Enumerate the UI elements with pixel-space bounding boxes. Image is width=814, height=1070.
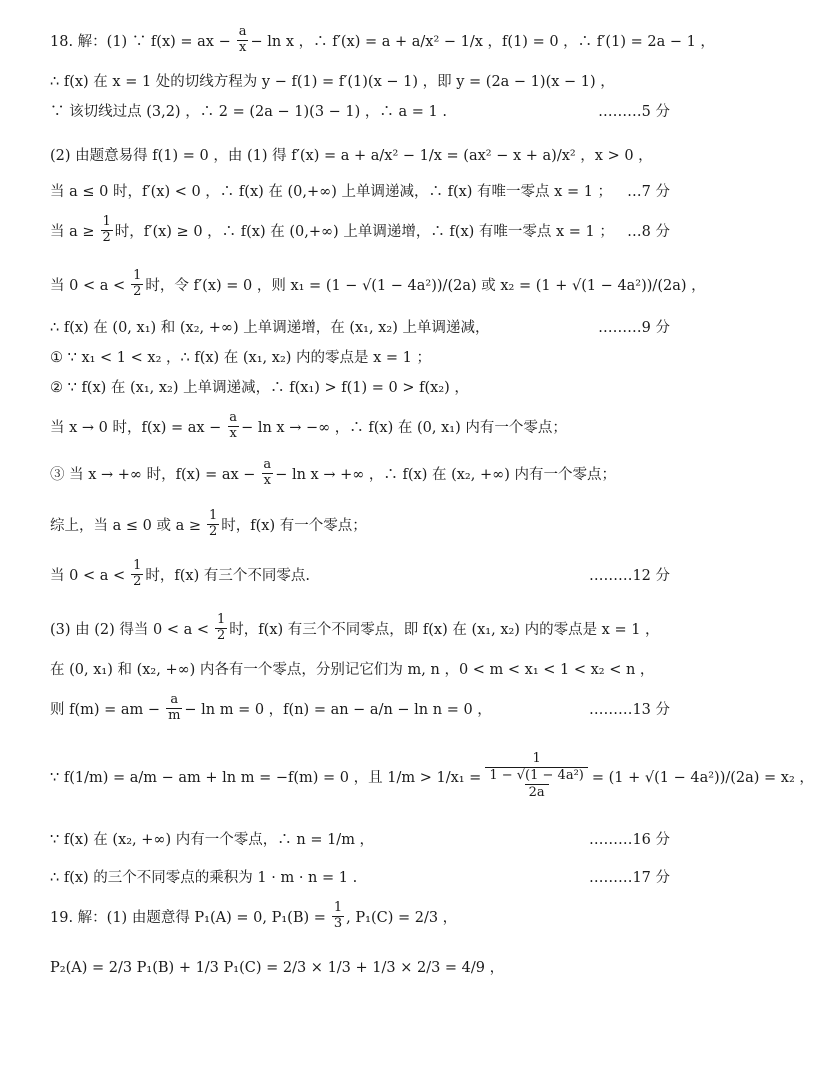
line-text-post: 时，f(x) 有三个不同零点，即 f(x) 在 (x₁, x₂) 内的零点是 x = 1 ，	[229, 621, 660, 638]
line-text-pre: 当 0 < a <	[50, 567, 126, 584]
line-text-pre: (3) 由 (2) 得当 0 < a <	[50, 621, 210, 638]
fraction	[332, 901, 344, 932]
fraction-denominator: 2	[208, 523, 218, 539]
solution-line-21	[50, 898, 670, 934]
solution-line-7	[50, 266, 706, 302]
solution-line-2: ∴ f(x) 在 x = 1 处的切线方程为 y − f(1) = f′(1)(x − 1) ，即 y = (2a − 1)(x − 1) ，	[50, 73, 615, 90]
fraction	[101, 215, 113, 246]
solution-line-9: ① ∵ x₁ < 1 < x₂ ，∴ f(x) 在 (x₁, x₂) 内的零点是 x = 1 ；	[50, 349, 432, 366]
line-text-post: 时，f(x) 有三个不同零点.	[145, 567, 310, 584]
fraction-numerator: 1	[217, 611, 226, 627]
score-mark: ………17 分	[588, 869, 670, 886]
fraction	[166, 693, 182, 724]
fraction-numerator: a	[263, 456, 272, 472]
fraction-numerator: 1	[532, 750, 541, 766]
solution-line-1	[50, 22, 715, 58]
fraction-numerator: 1	[133, 267, 142, 283]
score-mark: …8 分	[627, 223, 670, 240]
fraction	[227, 411, 239, 442]
solution-line-18	[50, 744, 814, 808]
line-text-pre: 当 a ≥	[50, 223, 95, 240]
fraction	[261, 458, 273, 489]
line-text-post: 时，f′(x) ≥ 0 ，∴ f(x) 在 (0,+∞) 上单调递增，∴ f(x) 有唯一零点 x = 1 ；	[114, 223, 614, 240]
fraction-numerator: a	[238, 23, 247, 39]
solution-line-10: ② ∵ f(x) 在 (x₁, x₂) 上单调递减，∴ f(x₁) > f(1) = 0 > f(x₂) ，	[50, 379, 469, 396]
fraction-numerator: 1	[133, 557, 142, 573]
fraction-denominator-top: 1 − √(1 − 4a²)	[485, 767, 588, 784]
line-text-pre: 当 0 < a <	[50, 277, 126, 294]
line-text-pre: 18. 解：(1) ∵ f(x) = ax −	[50, 33, 231, 50]
solution-line-17	[50, 690, 670, 726]
solution-line-8: ∴ f(x) 在 (0, x₁) 和 (x₂, +∞) 上单调递增，在 (x₁, x₂) 上单调递减， ………9 分	[50, 308, 670, 344]
solution-line-4: (2) 由题意易得 f(1) = 0 ，由 (1) 得 f′(x) = a + a/x² − 1/x = (ax² − x + a)/x² ，x > 0 ，	[50, 147, 653, 164]
solution-line-16: 在 (0, x₁) 和 (x₂, +∞) 内各有一个零点，分别记它们为 m, n ，0 < m < x₁ < 1 < x₂ < n ，	[50, 661, 655, 678]
fraction	[131, 559, 143, 590]
score-mark: ………16 分	[588, 831, 670, 848]
line-text-post: = (1 + √(1 − 4a²))/(2a) = x₂ ，	[591, 769, 814, 786]
score-mark: ………13 分	[588, 701, 670, 718]
line-text-pre: ∵ f(1/m) = a/m − am + ln m = −f(m) = 0 ，且 1/m > 1/x₁ =	[50, 769, 482, 786]
fraction	[237, 25, 249, 56]
score-mark: ………9 分	[598, 319, 670, 336]
solution-line-15	[50, 610, 670, 646]
fraction-numerator: 1	[333, 899, 343, 915]
fraction-denominator: 2	[133, 283, 142, 299]
line-text-post: , P₁(C) = 2/3 ，	[346, 909, 458, 926]
fraction	[207, 509, 219, 540]
score-mark: ………5 分	[598, 103, 670, 120]
fraction-denominator: m	[168, 707, 181, 723]
solution-line-22: P₂(A) = 2/3 P₁(B) + 1/3 P₁(C) = 2/3 × 1/3 + 1/3 × 2/3 = 4/9 ，	[50, 959, 505, 976]
line-text-pre: 综上，当 a ≤ 0 或 a ≥	[50, 517, 201, 534]
line-text-pre: 则 f(m) = am −	[50, 701, 161, 718]
fraction-denominator: 2	[217, 627, 226, 643]
fraction-numerator: 1	[208, 507, 218, 523]
score-mark: …7 分	[627, 183, 670, 200]
fraction-numerator: a	[229, 409, 238, 425]
solution-line-12	[50, 455, 670, 491]
solution-line-6	[50, 212, 670, 248]
solution-line-11	[50, 408, 670, 444]
line-text-post: − ln x → +∞ ，∴ f(x) 在 (x₂, +∞) 内有一个零点；	[275, 466, 616, 483]
fraction	[131, 269, 143, 300]
solution-line-14	[50, 556, 670, 592]
fraction-denominator: 3	[333, 915, 343, 931]
line-text-pre: 19. 解：(1) 由题意得 P₁(A) = 0, P₁(B) =	[50, 909, 326, 926]
fraction-denominator: 2	[102, 229, 111, 245]
line-text-post: − ln m = 0 ，f(n) = an − a/n − ln n = 0 ，	[184, 701, 492, 718]
line-text-pre: ③ 当 x → +∞ 时，f(x) = ax −	[50, 466, 256, 483]
score-mark: ………12 分	[588, 567, 670, 584]
fraction-denominator: 2	[133, 573, 142, 589]
fraction-denominator-bottom: 2a	[525, 784, 549, 801]
solution-line-3: ∵ 该切线过点 (3,2) ，∴ 2 = (2a − 1)(3 − 1) ，∴ a = 1 . ………5 分	[50, 92, 670, 128]
line-text-pre: 当 x → 0 时，f(x) = ax −	[50, 419, 222, 436]
fraction-denominator: x	[238, 39, 247, 55]
line-text-post: − ln x ，∴ f′(x) = a + a/x² − 1/x ，f(1) = 0 ，∴ f′(1) = 2a − 1 ，	[250, 33, 715, 50]
solution-line-19: ∵ f(x) 在 (x₂, +∞) 内有一个零点，∴ n = 1/m ， ………16 分	[50, 820, 670, 856]
line-text-post: − ln x → −∞ ，∴ f(x) 在 (0, x₁) 内有一个零点；	[241, 419, 567, 436]
solution-line-5: 当 a ≤ 0 时，f′(x) < 0 ，∴ f(x) 在 (0,+∞) 上单调递减，∴ f(x) 有唯一零点 x = 1 ； …7 分	[50, 172, 670, 208]
solution-line-20: ∴ f(x) 的三个不同零点的乘积为 1 · m · n = 1 . ………17 分	[50, 858, 670, 894]
fraction-denominator: x	[263, 472, 271, 488]
fraction	[215, 613, 227, 644]
fraction-numerator: a	[170, 691, 179, 707]
line-text-post: 时，f(x) 有一个零点；	[221, 517, 367, 534]
line-text-post: 时，令 f′(x) = 0 ，则 x₁ = (1 − √(1 − 4a²))/(2a) 或 x₂ = (1 + √(1 − 4a²))/(2a) ，	[145, 277, 706, 294]
nested-fraction	[485, 751, 588, 802]
fraction-denominator: x	[229, 425, 237, 441]
solution-line-13	[50, 506, 670, 542]
fraction-numerator: 1	[102, 213, 111, 229]
